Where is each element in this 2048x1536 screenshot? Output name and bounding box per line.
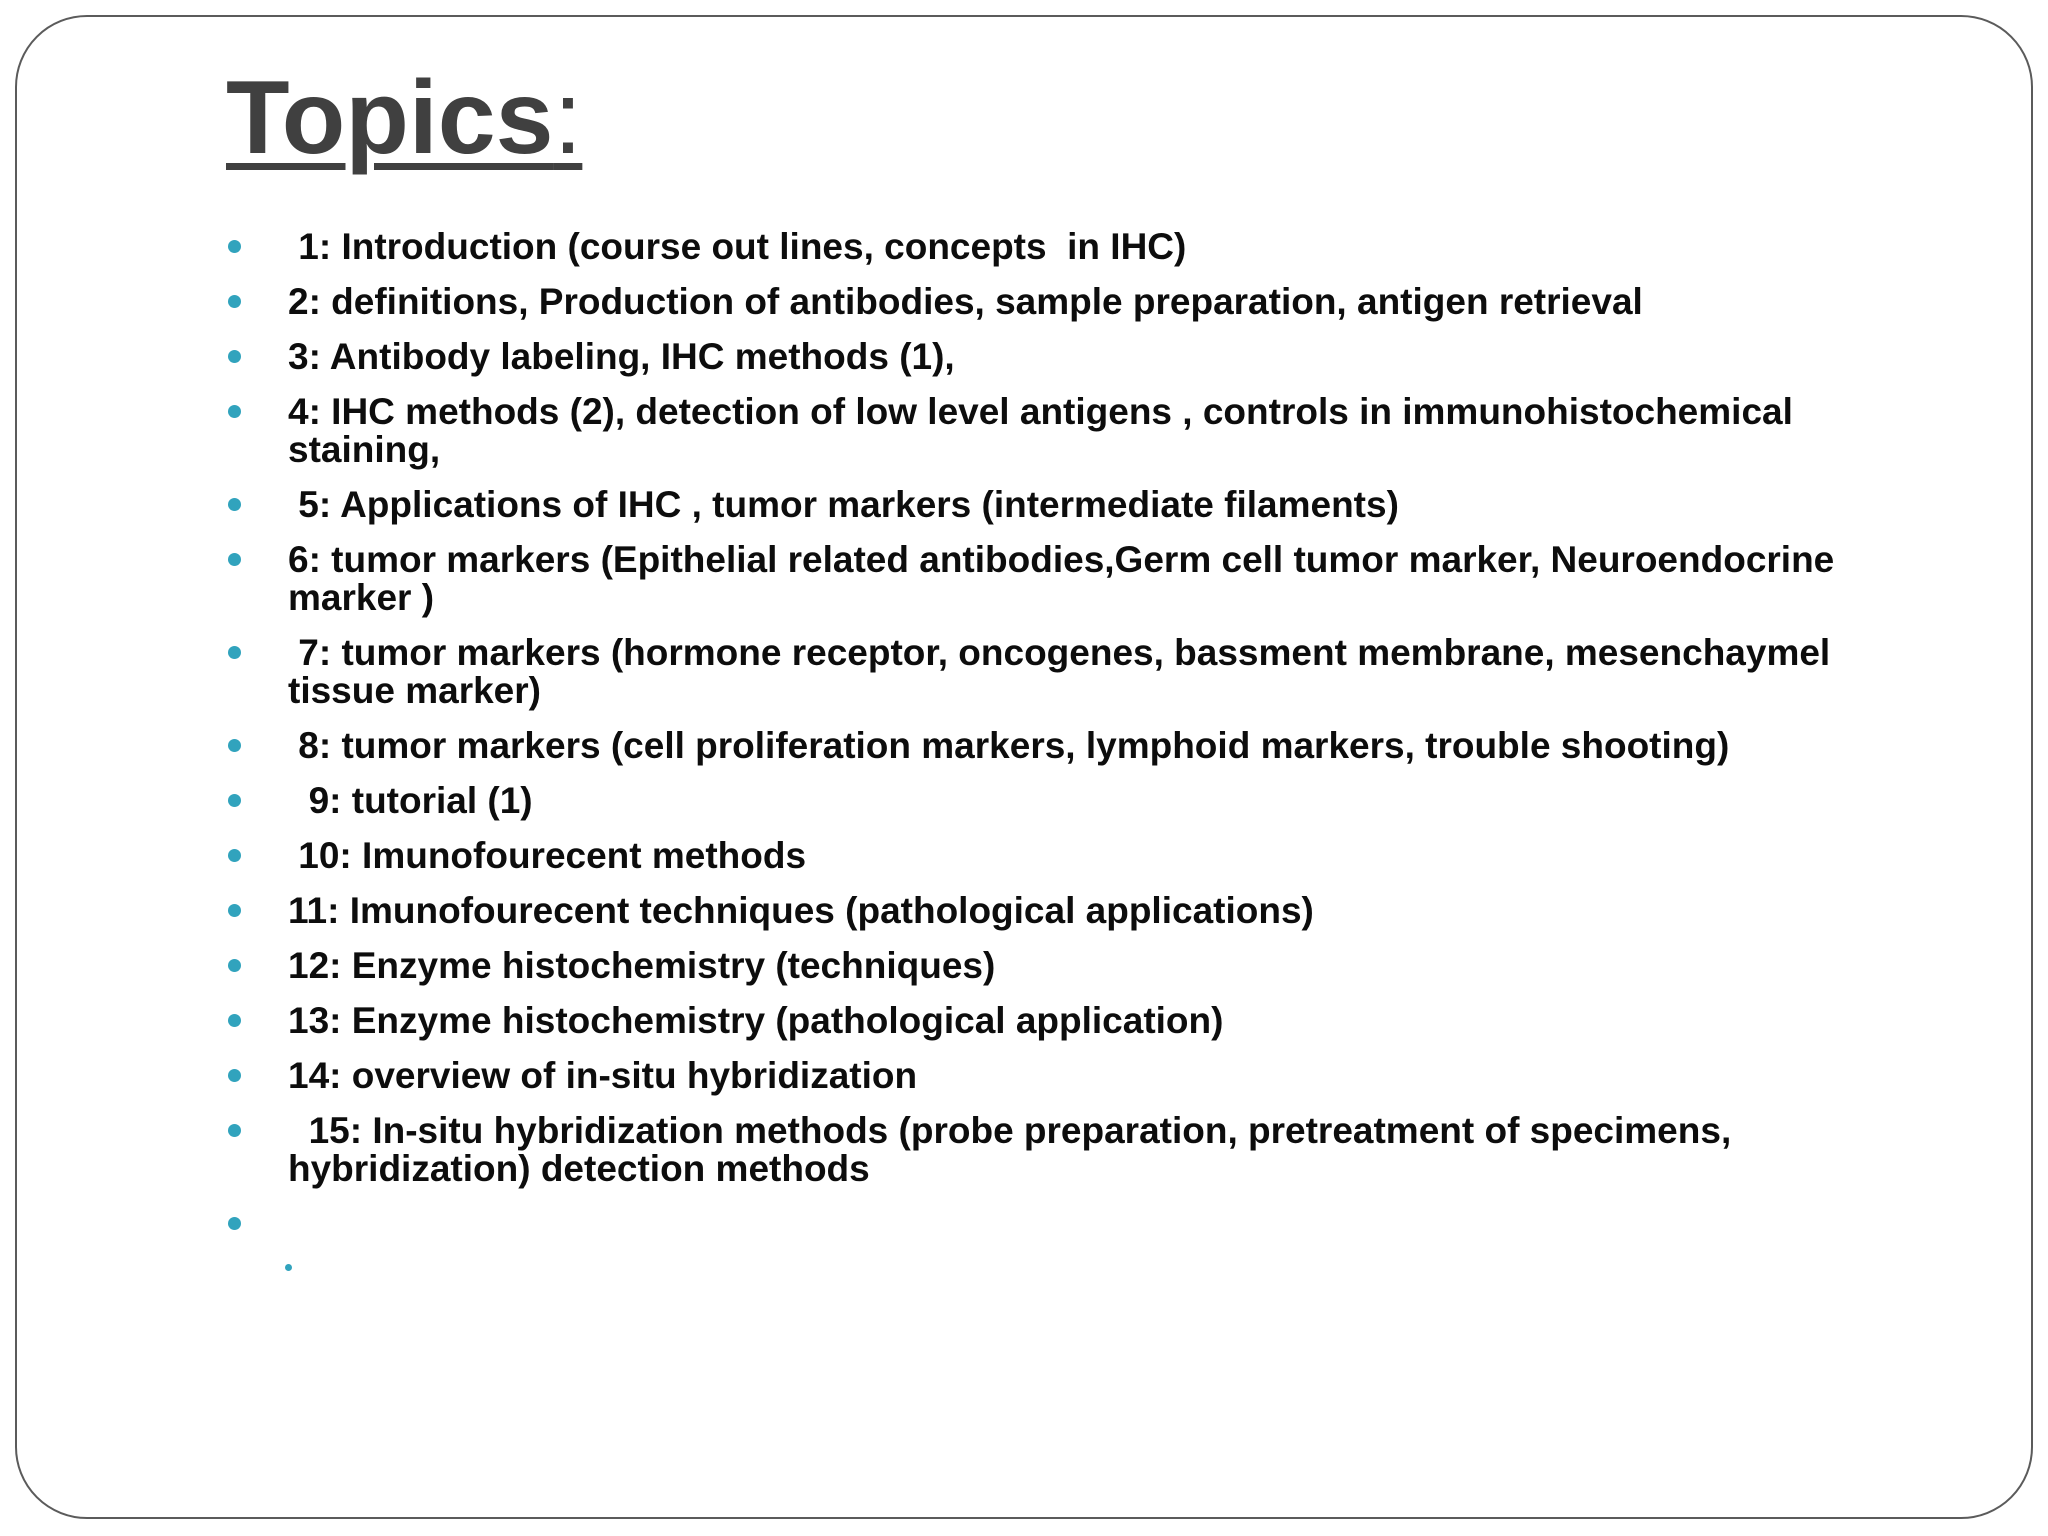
topic-item	[226, 486, 1926, 524]
bullet-icon	[228, 1124, 241, 1137]
topic-item	[226, 541, 1926, 617]
topic-item	[226, 228, 1926, 266]
topic-text: 2: definitions, Production of antibodies, sample preparation, antigen retrieval	[288, 281, 1643, 322]
topic-item	[226, 393, 1926, 469]
topic-text: 11: Imunofourecent techniques (pathological applications)	[288, 890, 1314, 931]
topic-text: 14: overview of in-situ hybridization	[288, 1055, 918, 1096]
topic-text: 3: Antibody labeling, IHC methods (1),	[288, 336, 955, 377]
topic-item	[226, 782, 1926, 820]
empty-topic-item	[226, 1205, 1926, 1245]
bullet-icon	[228, 498, 241, 511]
topic-text: 10: Imunofourecent methods	[288, 835, 807, 876]
topic-item	[226, 1057, 1926, 1095]
topic-item	[226, 283, 1926, 321]
bullet-icon	[228, 904, 241, 917]
topic-text: 9: tutorial (1)	[288, 780, 533, 821]
bullet-icon	[228, 739, 241, 752]
topic-text: 8: tumor markers (cell proliferation markers, lymphoid markers, trouble shooting)	[288, 725, 1730, 766]
topic-item	[226, 1112, 1926, 1188]
bullet-icon	[228, 1217, 241, 1230]
topic-text: 13: Enzyme histochemistry (pathological application)	[288, 1000, 1224, 1041]
topic-text: 1: Introduction (course out lines, concepts in IHC)	[288, 226, 1187, 267]
topic-item	[226, 892, 1926, 930]
topic-item	[226, 837, 1926, 875]
sub-bullet-icon	[285, 1264, 292, 1271]
topic-text: 6: tumor markers (Epithelial related antibodies,Germ cell tumor marker, Neuroendocrine marker )	[288, 539, 1845, 618]
topic-text: 4: IHC methods (2), detection of low level antigens , controls in immunohistochemical staining,	[288, 391, 1804, 470]
title-text: Topics	[226, 60, 554, 176]
topic-text: 12: Enzyme histochemistry (techniques)	[288, 945, 996, 986]
bullet-icon	[228, 405, 241, 418]
topic-text: 15: In-situ hybridization methods (probe preparation, pretreatment of specimens, hybridization) detection methods	[288, 1110, 1742, 1189]
slide-title	[226, 58, 582, 178]
bullet-icon	[228, 646, 241, 659]
topic-item	[226, 727, 1926, 765]
bullet-icon	[228, 1014, 241, 1027]
topic-item	[226, 634, 1926, 710]
topic-item	[226, 338, 1926, 376]
bullet-icon	[228, 350, 241, 363]
bullet-icon	[228, 295, 241, 308]
topic-item	[226, 1002, 1926, 1040]
bullet-icon	[228, 959, 241, 972]
topic-text: 7: tumor markers (hormone receptor, oncogenes, bassment membrane, mesenchaymel tissue marker)	[288, 632, 1841, 711]
topics-list	[226, 228, 1926, 1262]
topic-item	[226, 947, 1926, 985]
bullet-icon	[228, 794, 241, 807]
topic-text: 5: Applications of IHC , tumor markers (intermediate filaments)	[288, 484, 1399, 525]
bullet-icon	[228, 849, 241, 862]
bullet-icon	[228, 240, 241, 253]
title-colon: :	[553, 60, 583, 176]
bullet-icon	[228, 1069, 241, 1082]
bullet-icon	[228, 553, 241, 566]
